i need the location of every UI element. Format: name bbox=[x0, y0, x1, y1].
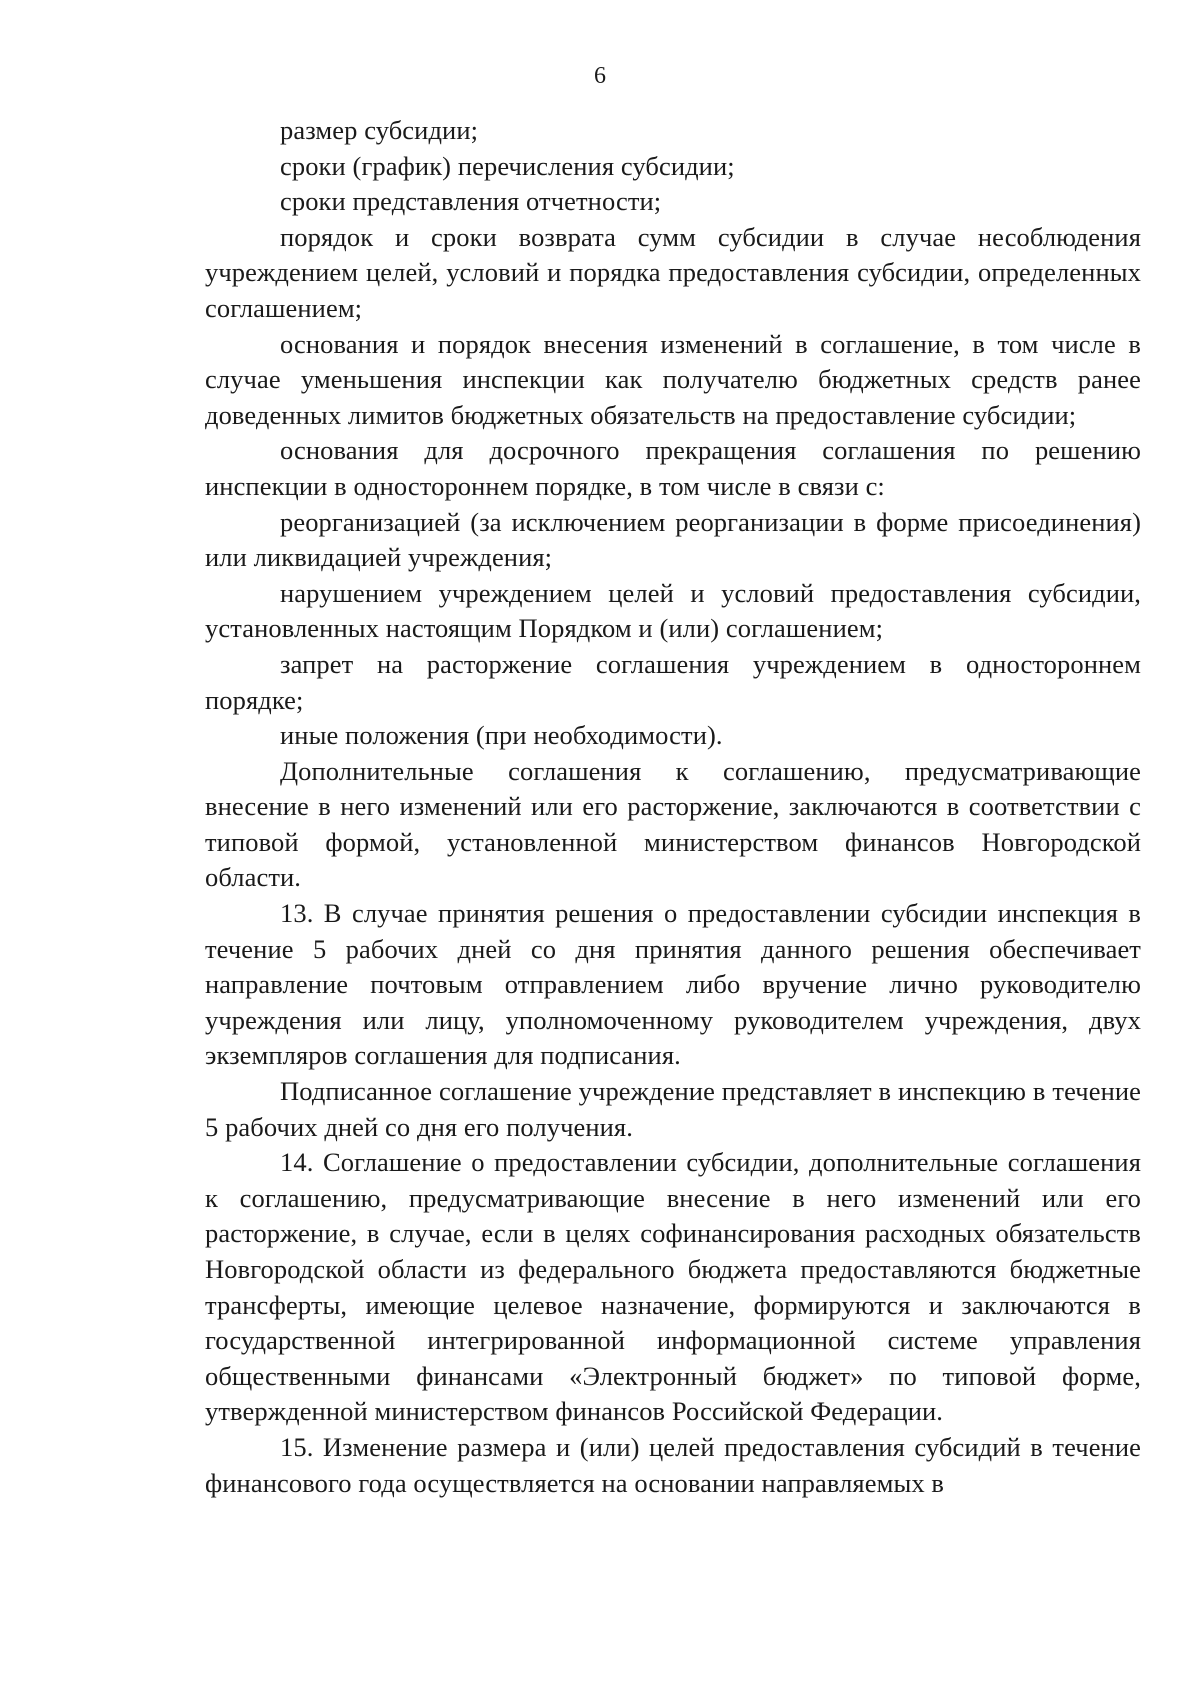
paragraph-signed-agreement: Подписанное соглашение учреждение представляет в инспекцию в течение 5 рабочих дней со дня его получения. bbox=[205, 1076, 1141, 1142]
paragraph-refund-procedure: порядок и сроки возврата сумм субсидии в случае несоблюдения учреждением целей, условий и порядка предоставления субсидии, определенных соглашением; bbox=[205, 221, 1141, 323]
paragraph-clause-15: 15. Изменение размера и (или) целей предоставления субсидий в течение финансового года осуществляется на основании направляемых в bbox=[205, 1431, 1141, 1498]
paragraph-amendment-grounds: основания и порядок внесения изменений в соглашение, в том числе в случае уменьшения инспекции как получателю бюджетных средств ранее доведенных лимитов бюджетных обязательств на предоставление субсидии; bbox=[205, 328, 1141, 430]
paragraph-termination-ban: запрет на расторжение соглашения учреждением в одностороннем порядке; bbox=[205, 648, 1141, 715]
paragraph-violation: нарушением учреждением целей и условий предоставления субсидии, установленных настоящим Порядком и (или) соглашением; bbox=[205, 577, 1141, 644]
paragraph-other-provisions: иные положения (при необходимости). bbox=[280, 720, 723, 751]
paragraph-supplementary-agreements: Дополнительные соглашения к соглашению, предусматривающие внесение в него изменений или его расторжение, заключаются в соответствии с типовой формой, установленной министерством финансов Новгородской области. bbox=[205, 755, 1141, 893]
document-body bbox=[205, 113, 1141, 1501]
paragraph-early-termination: основания для досрочного прекращения соглашения по решению инспекции в одностороннем порядке, в том числе в связи с: bbox=[205, 435, 1141, 501]
paragraph-clause-13: 13. В случае принятия решения о предоставлении субсидии инспекция в течение 5 рабочих дней со дня принятия данного решения обеспечивает направление почтовым отправлением либо вручение лично руководителю учреждения или лицу, уполномоченному руководителем учреждения, двух экземпляров соглашения для подписания. bbox=[205, 898, 1141, 1071]
paragraph-subsidy-size: размер субсидии; bbox=[280, 115, 479, 145]
page-number: 6 bbox=[594, 63, 606, 89]
paragraph-reorganization: реорганизацией (за исключением реорганизации в форме присоединения) или ликвидацией учреждения; bbox=[205, 506, 1141, 573]
paragraph-transfer-schedule: сроки (график) перечисления субсидии; bbox=[280, 150, 735, 181]
paragraph-reporting-deadlines: сроки представления отчетности; bbox=[280, 186, 662, 217]
paragraph-clause-14: 14. Соглашение о предоставлении субсидии, дополнительные соглашения к соглашению, предусматривающие внесение в него изменений или его расторжение, в случае, если в целях софинансирования расходных обязательств Новгородской области из федерального бюджета предоставляются бюджетные трансферты, имеющие целевое назначение, формируются и заключаются в государственной интегрированной информационной системе управления общественными финансами «Электронный бюджет» по типовой форме, утвержденной министерством финансов Российской Федерации. bbox=[205, 1147, 1141, 1427]
